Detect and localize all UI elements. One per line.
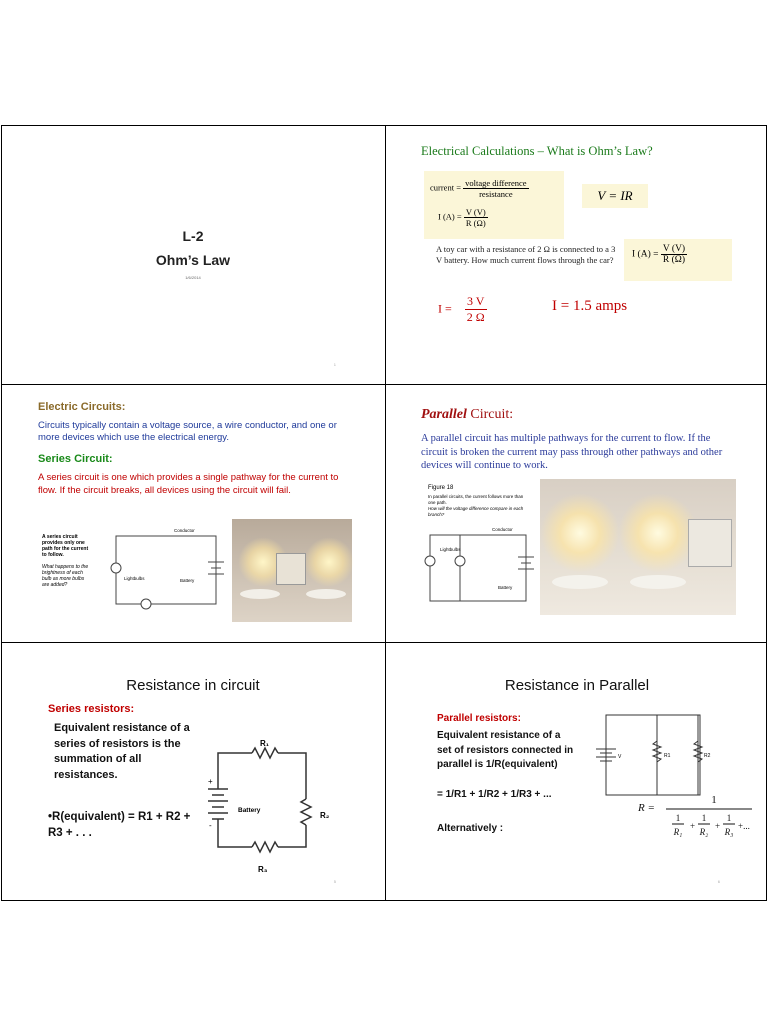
slide-title xyxy=(2,126,384,383)
sub-heading: Series resistors: xyxy=(48,703,135,715)
slide-parallel-circuit xyxy=(386,385,768,642)
r2-label: R2 xyxy=(704,753,711,759)
r2-label: R₂ xyxy=(320,811,330,820)
page-number: 5 xyxy=(333,879,336,884)
i-denominator: R (Ω) xyxy=(465,218,486,228)
calc-denominator: 2 Ω xyxy=(466,310,485,324)
figure-question: How will the voltage difference compare in each branch? xyxy=(428,506,524,517)
bulb-glow xyxy=(304,537,354,587)
svg-text:1: 1 xyxy=(711,794,717,806)
lightbulbs-label: Lightbulbs xyxy=(124,576,145,581)
svg-text:1: 1 xyxy=(726,813,732,823)
handout-grid xyxy=(1,125,767,901)
r1-label: R₁ xyxy=(260,739,270,748)
alternatively-label: Alternatively : xyxy=(437,823,504,834)
current-numerator: voltage difference xyxy=(465,178,527,188)
lecture-number: L-2 xyxy=(182,228,204,244)
svg-text:1: 1 xyxy=(701,813,707,823)
current-fraction xyxy=(463,178,528,199)
answer: I = 1.5 amps xyxy=(552,298,628,314)
socket-icon xyxy=(630,575,686,589)
series-circuit-svg xyxy=(96,524,226,614)
figure-label: Figure 18 xyxy=(428,485,454,491)
socket-icon xyxy=(306,589,346,599)
slide-resistance-parallel xyxy=(386,643,768,900)
slide-heading: Electrical Calculations – What is Ohm’s Law? xyxy=(421,144,653,158)
series-formula: •R(equivalent) = R1 + R2 + R3 + . . . xyxy=(48,811,191,839)
sub-heading: Parallel resistors: xyxy=(437,713,521,724)
slide-ohms-law xyxy=(386,126,768,383)
slide-resistance-series xyxy=(2,643,384,900)
bulb-glow xyxy=(618,493,698,573)
parallel-diagram xyxy=(416,485,534,615)
heading xyxy=(421,405,513,423)
calculation xyxy=(438,294,487,325)
problem-fraction xyxy=(661,244,687,265)
battery-label: Battery xyxy=(238,807,261,814)
svg-text:1: 1 xyxy=(675,813,681,823)
conductor-label: Conductor xyxy=(174,528,195,533)
r1-label: R1 xyxy=(664,753,671,759)
i-fraction xyxy=(464,207,488,228)
svg-text:+...: +... xyxy=(738,821,750,831)
heading: Electric Circuits: xyxy=(38,401,126,413)
i-label: I (A) = xyxy=(438,211,462,222)
ohms-law-formula-box xyxy=(424,171,564,239)
figure-caption: In parallel circuits, the current follows more than one path. xyxy=(428,494,524,505)
series-heading: Series Circuit: xyxy=(38,453,113,465)
lightbulbs-label: Lightbulbs xyxy=(440,547,461,552)
parallel-text: A parallel circuit has multiple pathways for the current to flow. If the circuit is broken the current may pass through other pathways and other devices will continue to work. xyxy=(421,433,723,471)
intro-text: Circuits typically contain a voltage source, a wire conductor, and one or more devices which use the electrical energy. xyxy=(38,420,337,443)
diagram-caption: A series circuit provides only one path for the current to follow. xyxy=(42,534,89,558)
battery-icon xyxy=(276,553,306,585)
parallel-description: Equivalent resistance of a set of resistors connected in parallel is 1/R(equivalent) xyxy=(437,730,574,770)
minus-sign: - xyxy=(209,821,212,830)
calc-label: I = xyxy=(438,301,452,316)
calc-fraction xyxy=(465,294,487,325)
problem-denominator: R (Ω) xyxy=(662,255,686,265)
current-label: current = xyxy=(430,182,461,193)
vir-formula: V = IR xyxy=(582,184,648,208)
battery-label: Battery xyxy=(498,585,513,590)
problem-formula-box xyxy=(624,239,732,281)
parallel-formula: = 1/R1 + 1/R2 + 1/R3 + ... xyxy=(437,789,552,800)
i-numerator: V (V) xyxy=(465,207,486,217)
slide-title-text: Resistance in Parallel xyxy=(504,677,650,694)
series-bulbs-photo xyxy=(232,519,352,622)
svg-text:+: + xyxy=(690,821,696,831)
calc-numerator: 3 V xyxy=(465,294,487,310)
slide-electric-circuits xyxy=(2,385,384,642)
page-number: 1 xyxy=(333,362,336,367)
plus-sign: + xyxy=(208,777,213,786)
problem-text: A toy car with a resistance of 2 Ω is connected to a 3 V battery. How much current flows through the car? xyxy=(436,244,616,265)
v-label: V xyxy=(618,754,622,760)
series-description: Equivalent resistance of a series of resistors is the summation of all resistances. xyxy=(54,722,190,781)
conductor-label: Conductor xyxy=(492,527,513,532)
diagram-question: What happens to the brightness of each bulb as more bulbs are added? xyxy=(42,564,89,588)
reciprocal-formula xyxy=(637,794,752,837)
svg-text:R₂: R₂ xyxy=(699,827,709,837)
battery-icon xyxy=(688,519,732,567)
date: 1/6/2014 xyxy=(185,275,201,280)
r3-label: R₃ xyxy=(258,865,268,874)
parallel-resistor-diagram xyxy=(574,713,750,853)
slide-title-text: Resistance in circuit xyxy=(126,677,260,694)
battery-label: Battery xyxy=(180,578,195,583)
parallel-circuit-svg xyxy=(416,527,534,611)
svg-text:R₁: R₁ xyxy=(673,827,683,837)
heading-parallel: Parallel xyxy=(421,407,467,422)
problem-i-label: I (A) = xyxy=(632,249,659,260)
socket-icon xyxy=(552,575,608,589)
series-resistor-diagram xyxy=(206,729,336,869)
page-number: 6 xyxy=(717,879,720,884)
series-diagram xyxy=(40,518,226,618)
svg-text:R₃: R₃ xyxy=(724,827,734,837)
socket-icon xyxy=(240,589,280,599)
current-denominator: resistance xyxy=(479,189,513,199)
svg-text:R =: R = xyxy=(638,802,655,814)
parallel-bulbs-photo xyxy=(540,479,736,615)
slide-title-text: Ohm’s Law xyxy=(155,252,231,268)
problem-numerator: V (V) xyxy=(662,244,686,254)
bulb-glow xyxy=(540,493,620,573)
svg-text:+: + xyxy=(715,821,721,831)
series-text: A series circuit is one which provides a single pathway for the current to flow. If the circuit breaks, all devices using the circuit will fail. xyxy=(38,472,339,496)
heading-circuit: Circuit: xyxy=(466,407,514,422)
